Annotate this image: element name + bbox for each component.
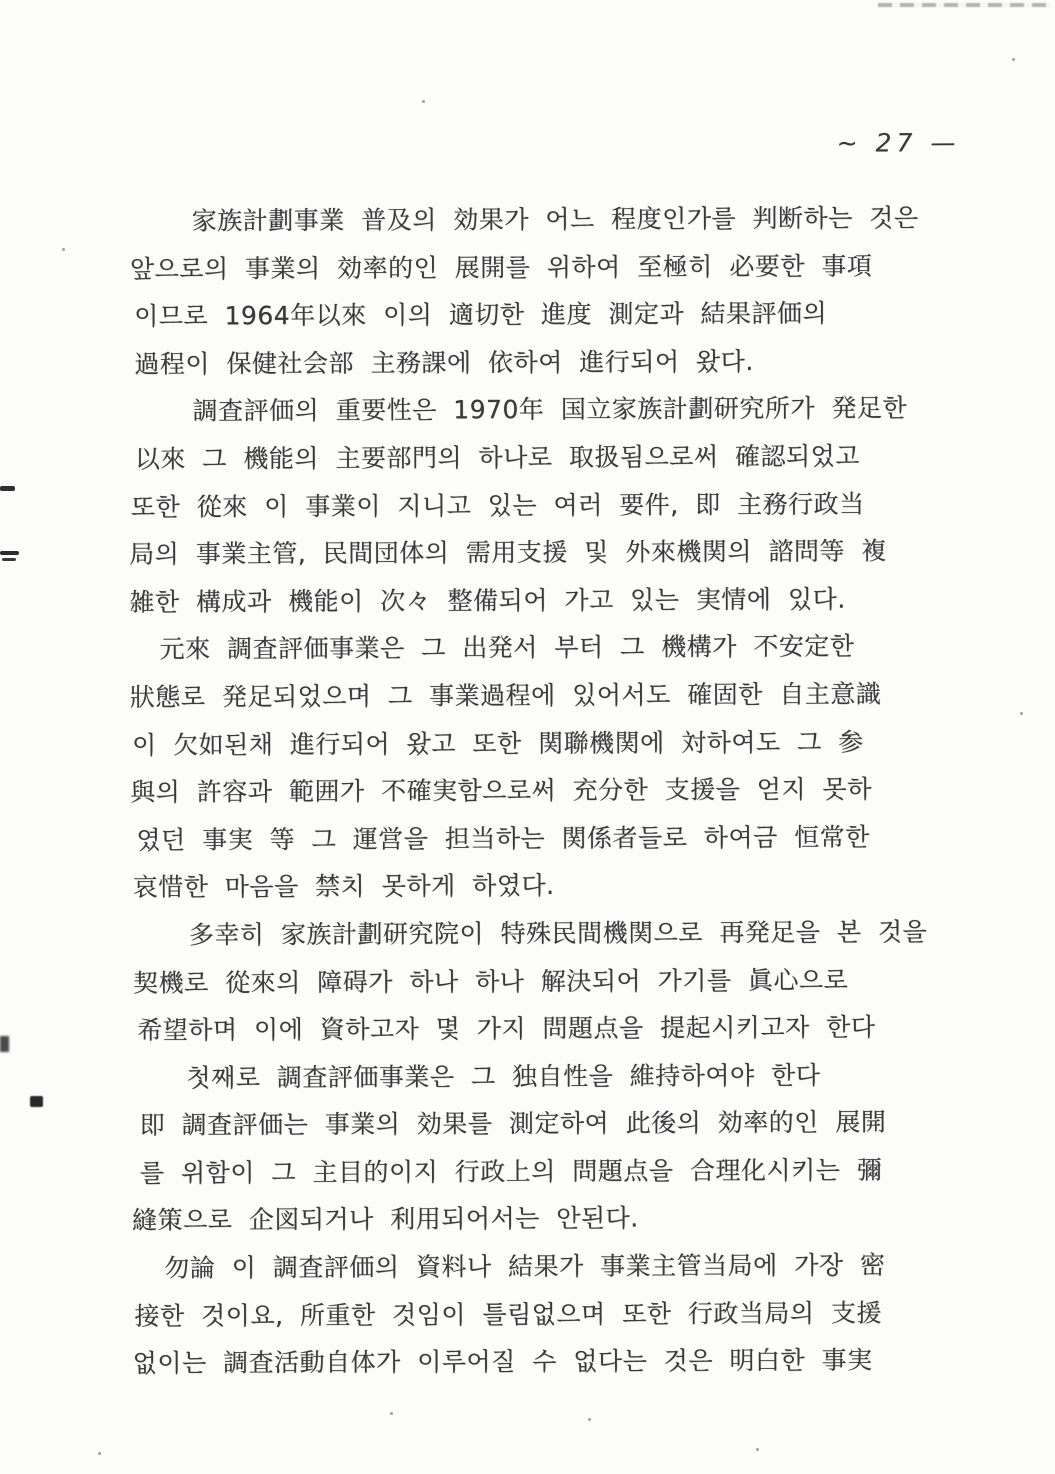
text-line: 契機로 從來의 障碍가 하나 하나 解決되어 가기를 眞心으로	[133, 965, 849, 998]
text-line: 局의 事業主管, 民間団体의 需用支援 및 外來機関의 諮問等 複	[129, 536, 887, 569]
text-line: 첫째로 調査評価事業은 그 独自性을 維持하여야 한다	[186, 1060, 821, 1093]
text-line: 이므로 1964年以來 이의 適切한 進度 測定과 結果評価의	[134, 298, 828, 331]
text-line: 希望하며 이에 資하고자 몇 가지 問題点을 提起시키고자 한다	[137, 1012, 876, 1045]
text-line: 家族計劃事業 普及의 効果가 어느 程度인가를 判断하는 것은	[191, 203, 919, 236]
text-line: 앞으로의 事業의 効率的인 展開를 위하여 至極히 必要한 事項	[129, 251, 873, 284]
text-line: 多幸히 家族計劃研究院이 特殊民間機関으로 再発足을 본 것을	[188, 917, 928, 950]
text-line: 를 위함이 그 主目的이지 行政上의 問題点을 合理化시키는 彌	[139, 1155, 883, 1188]
text-line: 였던 事実 等 그 運営을 担当하는 関係者들로 하여금 恒常한	[136, 822, 870, 855]
text-line: 없이는 調査活動自体가 이루어질 수 없다는 것은 明白한 事実	[132, 1345, 873, 1378]
text-line: 與의 許容과 範囲가 不確実함으로써 充分한 支援을 얻지 못하	[130, 774, 872, 807]
text-line: 이 欠如된채 進行되어 왔고 또한 関聯機関에 対하여도 그 参	[131, 727, 864, 760]
text-line: 接한 것이요, 所重한 것임이 틀림없으며 또한 行政当局의 支援	[134, 1298, 883, 1331]
text-line: 또한 從來 이 事業이 지니고 있는 여러 要件, 即 主務行政当	[130, 489, 865, 522]
text-line: 哀惜한 마음을 禁치 못하게 하였다.	[132, 871, 555, 903]
text-line: 過程이 保健社会部 主務課에 依하여 進行되어 왔다.	[134, 346, 754, 379]
text-line: 勿論 이 調査評価의 資料나 結果가 事業主管当局에 가장 密	[164, 1250, 886, 1283]
text-line: 調査評価의 重要性은 1970年 国立家族計劃研究所가 発足한	[192, 393, 908, 426]
text-line: 以來 그 機能의 主要部門의 하나로 取扱됨으로써 確認되었고	[134, 441, 860, 474]
text-line: 即 調査評価는 事業의 効果를 測定하여 此後의 効率的인 展開	[139, 1107, 887, 1140]
text-line: 狀態로 発足되었으며 그 事業過程에 있어서도 確固한 自主意識	[129, 679, 882, 712]
text-line: 縫策으로 企図되거나 利用되어서는 안된다.	[132, 1203, 639, 1236]
page-number: ~ 27 —	[836, 128, 961, 158]
text-line: 雑한 構成과 機能이 次々 整備되어 가고 있는 実情에 있다.	[129, 584, 846, 617]
text-line: 元來 調査評価事業은 그 出発서 부터 그 機構가 不安定한	[159, 631, 855, 664]
document-text-block	[128, 194, 993, 1388]
